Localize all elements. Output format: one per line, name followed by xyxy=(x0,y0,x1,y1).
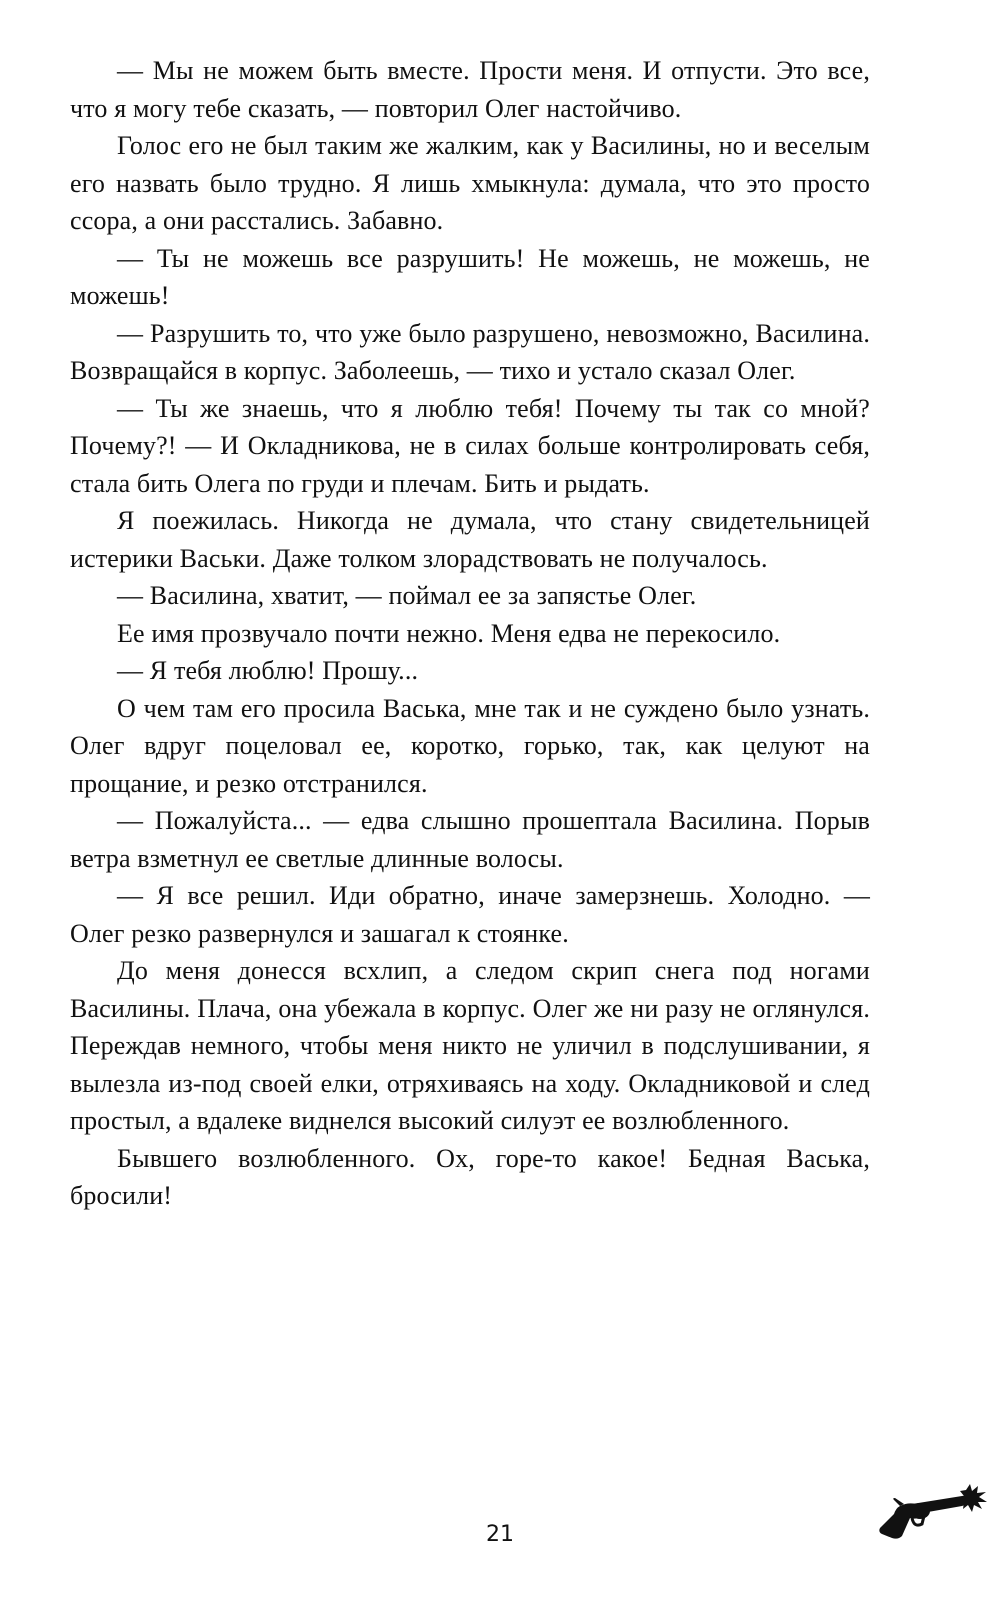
paragraph: Ее имя прозвучало почти нежно. Меня едва не перекосило. xyxy=(117,618,781,648)
paragraph: — Пожалуйста... — едва слышно прошептала Василина. Порыв ветра взметнул ее светлые длинные волосы. xyxy=(70,806,870,873)
page-number: 21 xyxy=(486,1522,514,1547)
paragraph: О чем там его просила Васька, мне так и не суждено было узнать. Олег вдруг поцеловал ее, коротко, горько, так, как целуют на прощание, и резко отстранился. xyxy=(70,693,870,798)
paragraph: Голос его не был таким же жалким, как у Василины, но и веселым его назвать было трудно. Я лишь хмыкнула: думала, что это просто ссора, а они расстались. Забавно. xyxy=(70,131,870,235)
paragraph: — Разрушить то, что уже было разрушено, невозможно, Василина. Возвращайся в корпус. Заболеешь, — тихо и устало сказал Олег. xyxy=(70,318,870,385)
paragraph: — Я тебя люблю! Прошу... xyxy=(117,656,419,685)
paragraph: До меня донесся всхлип, а следом скрип снега под ногами Василины. Плача, она убежала в корпус. Олег же ни разу не оглянулся. Переждав немного, чтобы меня никто не уличил в подслушивании, я вылезла из-под своей елки, отряхиваясь на ходу. Окладниковой и след простыл, а вдалеке виднелся высокий силуэт ее возлюбленного. xyxy=(70,956,870,1135)
paragraph: — Василина, хватит, — поймал ее за запястье Олег. xyxy=(117,581,697,610)
revolver-icon xyxy=(878,1482,990,1540)
paragraph: — Я все решил. Иди обратно, иначе замерзнешь. Холодно. — Олег резко развернулся и зашагал к стоянке. xyxy=(70,881,870,948)
paragraph: — Ты же знаешь, что я люблю тебя! Почему ты так со мной? Почему?! — И Окладникова, не в силах больше контролировать себя, стала бить Олега по груди и плечам. Бить и рыдать. xyxy=(70,393,870,498)
body-text xyxy=(70,52,870,1215)
paragraph: Я поежилась. Никогда не думала, что стану свидетельницей истерики Васьки. Даже толком злорадствовать не получалось. xyxy=(70,506,870,573)
paragraph: — Ты не можешь все разрушить! Не можешь, не можешь, не можешь! xyxy=(70,243,870,310)
paragraph: Бывшего возлюбленного. Ох, горе-то какое! Бедная Васька, бросили! xyxy=(70,1143,870,1210)
paragraph: — Мы не можем быть вместе. Прости меня. И отпусти. Это все, что я могу тебе сказать, — повторил Олег настойчиво. xyxy=(70,56,870,123)
